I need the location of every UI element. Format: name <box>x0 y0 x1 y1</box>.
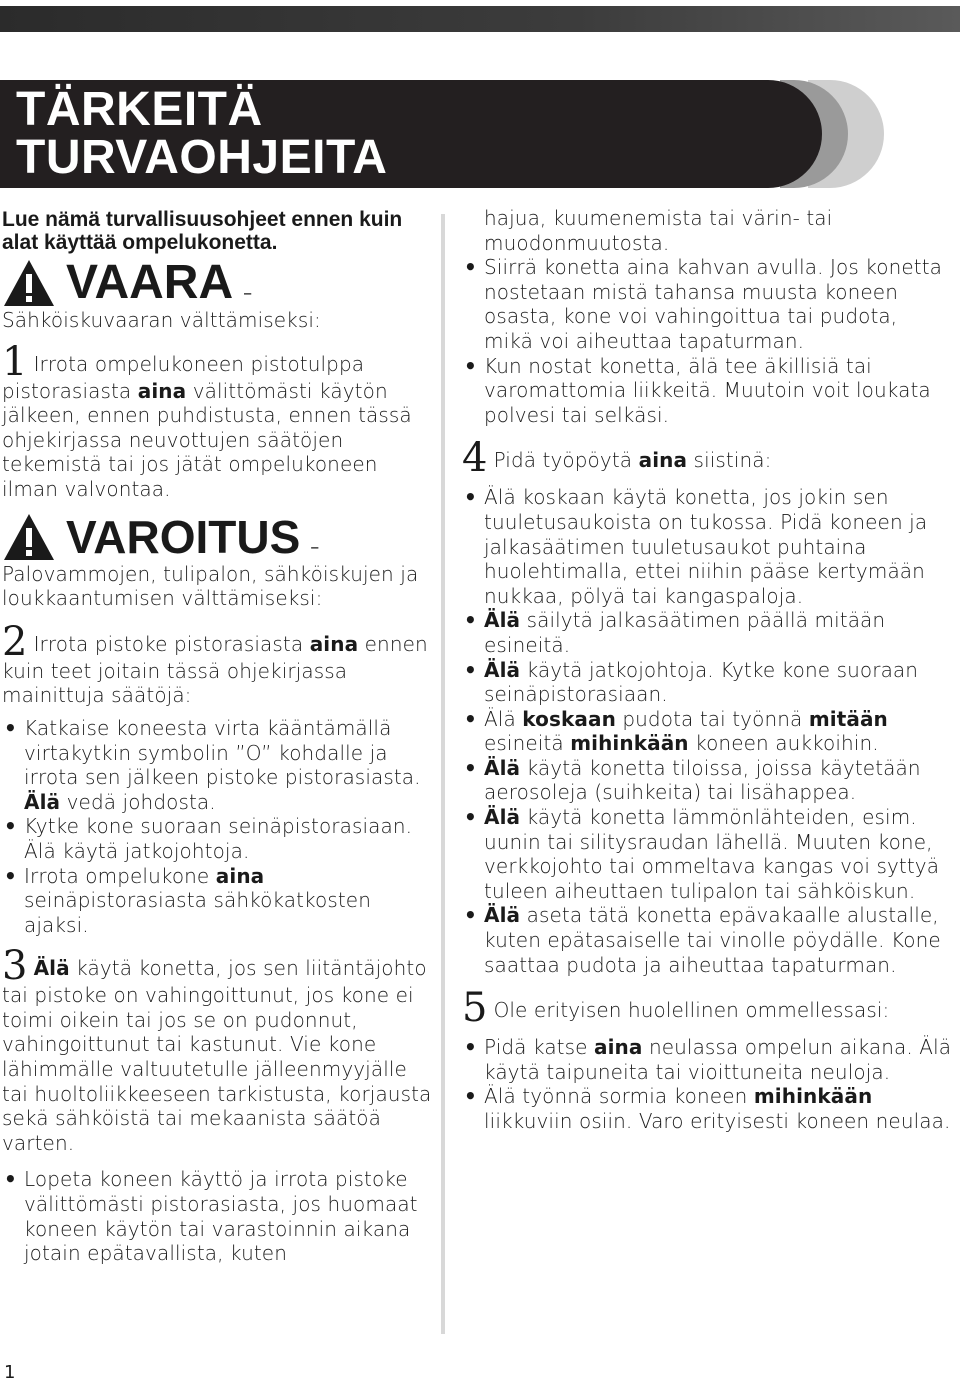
bullet-bold: koskaan <box>522 706 616 731</box>
bullet-bold: mihinkään <box>753 1084 873 1109</box>
warning-word: VAROITUS <box>66 510 301 563</box>
page-title <box>16 83 388 184</box>
top-bar <box>0 6 960 32</box>
bullet-bold: Älä <box>484 903 521 928</box>
bullet-text: Älä <box>484 706 523 731</box>
list-item <box>462 608 952 657</box>
list-item <box>462 707 952 756</box>
bullet-text: Kytke kone suoraan seinäpistorasiaan. Älä käytä jatkojohtoja. <box>24 814 413 863</box>
bullet-text: seinäpistorasiasta sähkökatkosten ajaksi. <box>24 888 371 937</box>
item-4-bold: aina <box>638 448 688 473</box>
item-3-bullets-cont <box>462 255 952 427</box>
bullet-text: käytä jatkojohtoja. Kytke kone suoraan seinäpistorasiaan. <box>484 657 919 707</box>
item-1 <box>2 338 432 502</box>
list-item <box>2 1167 432 1265</box>
bullet-bold: aina <box>594 1035 643 1060</box>
item-2 <box>2 618 432 708</box>
bullet-text: koneen aukkoihin. <box>688 731 879 756</box>
bullet-bold: mihinkään <box>570 731 689 756</box>
bullet-text: Älä työnnä sormia koneen <box>484 1084 754 1109</box>
bullet-text: Katkaise koneesta virta kääntämällä virtakytkin symbolin ”O” kohdalle ja irrota sen jälkeen pistoke pistorasiasta. <box>24 715 421 790</box>
warning-text: Palovammojen, tulipalon, sähköiskujen ja loukkaantumisen välttämiseksi: <box>2 561 419 611</box>
item-1-text-c: välittömästi käytön jälkeen, ennen puhdistusta, ennen tässä ohjekirjassa neuvottujen säätöjen tekemistä tai jos jätät ompelukoneen ilman valvontaa. <box>2 378 412 501</box>
item-2-number: 2 <box>2 618 28 665</box>
item-3-text: käytä konetta, jos sen liitäntäjohto tai pistoke on vahingoittunut, jos kone ei toimi oikein tai jos se on pudonnut, vahingoittunut tai kastunut. Vie kone lähimmälle valtuutetulle jälleenmyyjälle tai huoltoliikkeeseen tarkistusta, korjausta sekä sähköistä tai mekaanista säätöä varten. <box>2 956 432 1155</box>
item-5-text: Ole erityisen huolellinen ommellessasi: <box>493 998 890 1023</box>
bullet-bold: Älä <box>484 805 521 830</box>
danger-word: VAARA <box>66 256 234 309</box>
title-line-2: TURVAOHJEITA <box>16 131 388 184</box>
item-1-bold: aina <box>137 378 187 403</box>
title-line-1: TÄRKEITÄ <box>16 83 263 136</box>
left-column <box>2 206 432 1266</box>
item-2-bold: aina <box>309 631 359 656</box>
item-2-bullets <box>2 716 432 937</box>
list-item <box>462 805 952 903</box>
danger-text: Sähköiskuvaaran välttämiseksi: <box>2 308 321 332</box>
bullet-bold: Älä <box>484 608 521 633</box>
column-divider <box>441 214 445 1334</box>
list-item <box>2 814 432 863</box>
intro-text: Lue nämä turvallisuusohjeet ennen kuin alat käyttää ompelukonetta. <box>2 208 403 254</box>
bullet-text: neulassa ompelun aikana. Älä käytä taipuneita tai vioittuneita neuloja. <box>484 1035 952 1084</box>
danger-heading <box>2 258 432 308</box>
item-4-text-c: siistinä: <box>687 448 772 473</box>
bullet-text: aseta tätä konetta epävakaalle alustalle, kuten epätasaiselle tai vinolle pöydälle. Kone saattaa pudota ja aiheuttaa tapaturman. <box>484 903 941 977</box>
item-2-text-a: Irrota pistoke pistorasiasta <box>33 631 310 656</box>
danger-dash: – <box>243 283 253 304</box>
bullet-text: esineitä <box>484 731 571 756</box>
item-5-number: 5 <box>462 985 488 1032</box>
item-5 <box>462 985 952 1032</box>
bullet-bold: Älä <box>24 789 61 814</box>
continued-text: hajua, kuumenemista tai värin- tai muodonmuutosta. <box>484 206 833 255</box>
list-item <box>2 864 432 938</box>
bullet-text: Pidä katse <box>484 1035 594 1060</box>
list-item <box>462 1084 952 1133</box>
list-item <box>462 1035 952 1084</box>
bullet-text: pudota tai työnnä <box>615 706 809 731</box>
bullet-text: käytä konetta lämmönlähteiden, esim. uunin tai silitysraudan lähellä. Muuten kone, verkkojohto tai ommeltava kangas voi syttyä tuleen aiheuttaen tulipalon tai sähköiskun. <box>484 805 940 903</box>
bullet-text: Irrota ompelukone <box>24 863 216 888</box>
list-item <box>462 658 952 707</box>
bullet-text: säilytä jalkasäätimen päällä mitään esineitä. <box>484 608 886 657</box>
item-3-number: 3 <box>2 943 28 990</box>
bullet-text: Älä koskaan käytä konetta, jos jokin sen tuuletusaukoista on tukossa. Pidä koneen ja jalkasäätimen tuuletusaukot puhtaina huolehtimalla, ettei niihin pääse kertymään nukkaa, pölyä tai kangaspaloja. <box>484 485 928 608</box>
item-2-text-c: ennen kuin teet joitain tässä ohjekirjassa mainittuja säätöjä: <box>2 631 428 708</box>
warning-triangle-icon <box>2 258 56 308</box>
list-item <box>462 255 952 353</box>
bullet-text: Siirrä konetta aina kahvan avulla. Jos konetta nostetaan mistä tahansa muusta koneen osasta, kone voi vahingoittua tai pudota, mikä voi aiheuttaa tapaturman. <box>484 255 943 353</box>
bullet-text: käytä konetta tiloissa, joissa käytetään aerosoleja (suihkeita) tai lisähappea. <box>484 755 921 805</box>
item-4-bullets <box>462 485 952 977</box>
item-4 <box>462 435 952 482</box>
item-5-bullets <box>462 1035 952 1133</box>
item-3-bold: Älä <box>33 956 70 981</box>
item-1-text-a: Irrota ompelukoneen pistotulppa pistorasiasta <box>2 351 365 403</box>
bullet-text: vedä johdosta. <box>60 789 216 814</box>
bullet-text: liikkuviin osiin. Varo erityisesti koneen neulaa. <box>484 1109 951 1133</box>
warning-dash: – <box>310 536 320 558</box>
bullet-text: Kun nostat konetta, älä tee äkillisiä tai varomattomia liikkeitä. Muutoin voit loukata polvesi tai selkäsi. <box>484 353 931 427</box>
item-3-bullets <box>2 1167 432 1265</box>
list-item <box>462 756 952 805</box>
item-4-text-a: Pidä työpöytä <box>493 448 639 473</box>
list-item <box>462 903 952 977</box>
bullet-bold: Älä <box>484 657 521 682</box>
item-1-number: 1 <box>2 338 28 385</box>
warning-heading <box>2 512 432 562</box>
title-banner <box>0 80 900 192</box>
warning-triangle-icon <box>2 512 56 562</box>
bullet-bold: Älä <box>484 755 521 780</box>
bullet-bold: mitään <box>808 706 888 731</box>
item-3 <box>2 943 432 1155</box>
title-box <box>0 80 822 188</box>
item-4-number: 4 <box>462 435 488 482</box>
list-item <box>462 354 952 428</box>
bullet-bold: aina <box>215 863 265 888</box>
right-column <box>462 206 952 1134</box>
page-number: 1 <box>4 1362 16 1383</box>
list-item <box>462 485 952 608</box>
bullet-text: Lopeta koneen käyttö ja irrota pistoke välittömästi pistorasiasta, jos huomaat koneen käytön tai varastoinnin aikana jotain epätavallista, kuten <box>24 1167 418 1266</box>
list-item <box>2 716 432 814</box>
